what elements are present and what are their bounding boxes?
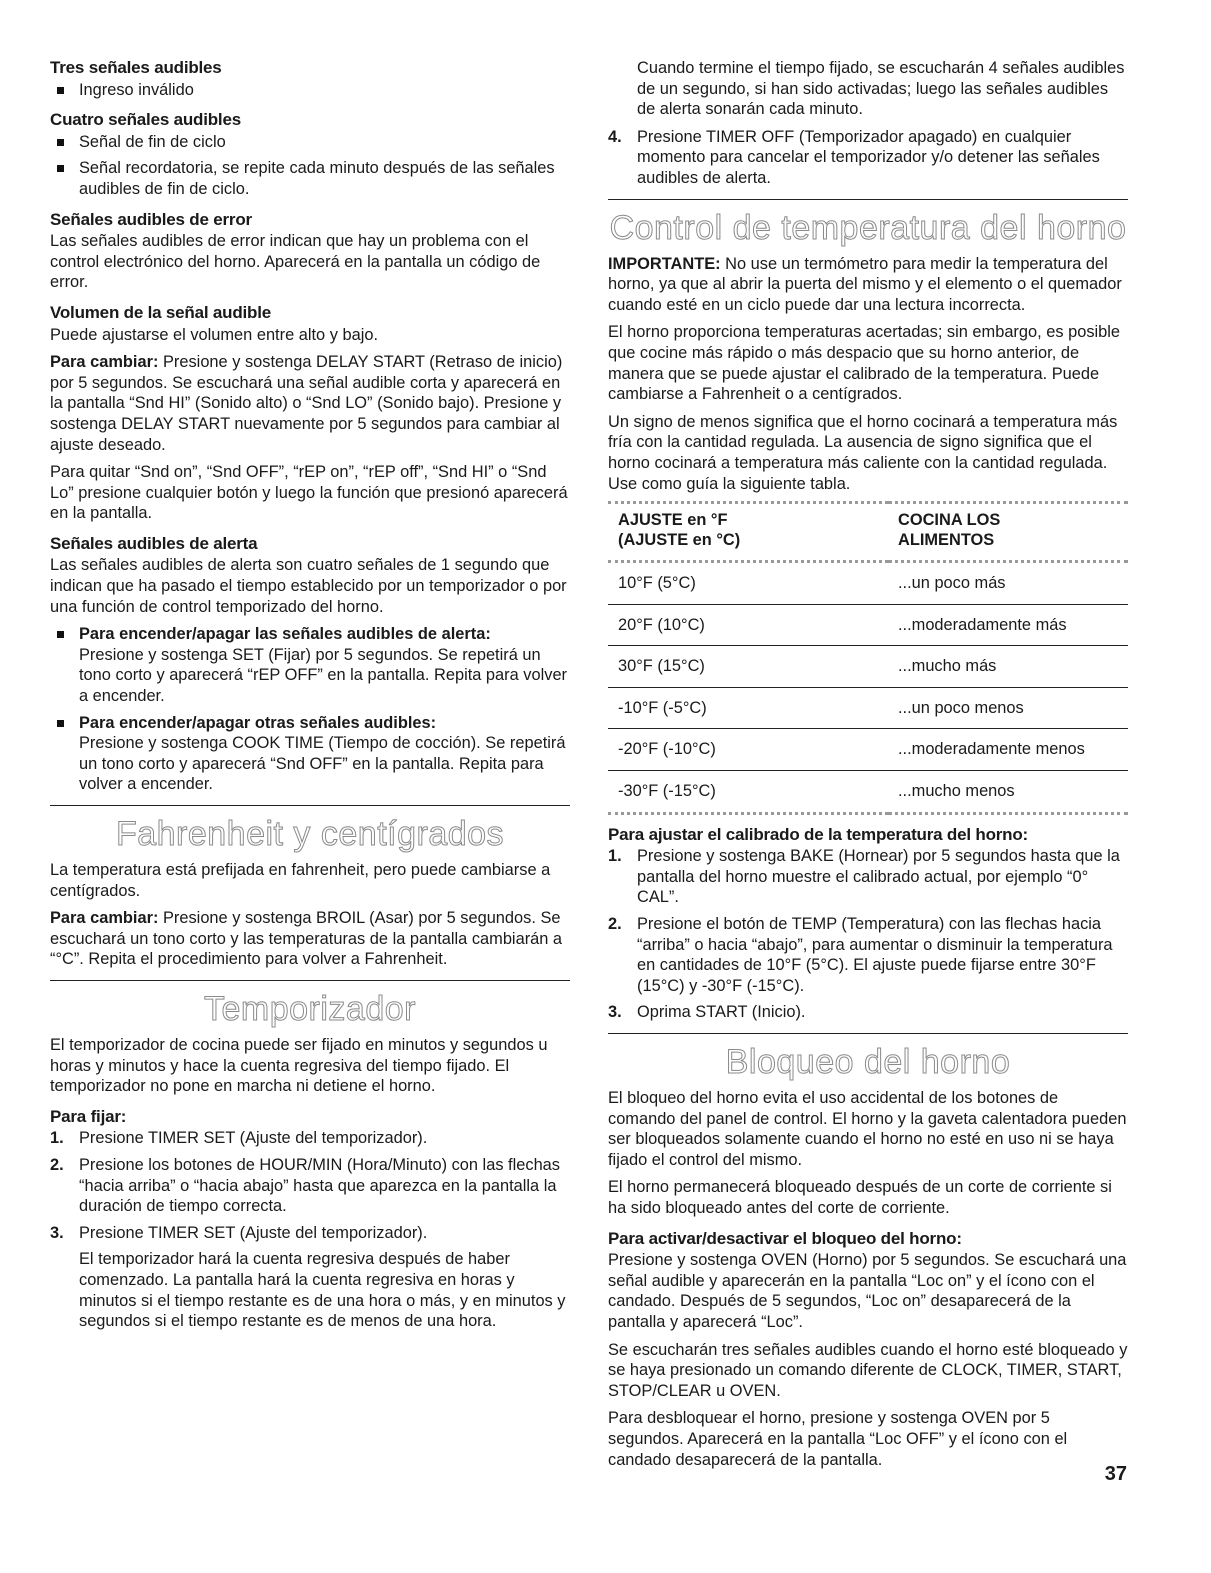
paragraph-bloqueo-4: Se escucharán tres señales audibles cuando el horno esté bloqueado y se haya presionado un comando diferente de CLOCK, TIMER, START, STOP/CLEAR u OVEN. [608, 1340, 1128, 1400]
list-item: 1. Presione y sostenga BAKE (Hornear) por 5 segundos hasta que la pantalla del horno muestre el calibrado actual, por ejemplo “0° CAL”. [608, 847, 1120, 907]
list-item: 1. Presione TIMER SET (Ajuste del temporizador). [50, 1129, 428, 1148]
list-item: 2. Presione el botón de TEMP (Temperatura) con las flechas hacia “arriba” o hacia “abajo”, para aumentar o disminuir la temperatura en cantidades de 10°F (5°C). El ajuste puede fijarse entre 30°F (15°C) y -30°F (-15°C). [608, 915, 1113, 995]
list-item: Ingreso inválido [50, 80, 570, 101]
list-item: 4. Presione TIMER OFF (Temporizador apagado) en cualquier momento para cancelar el temporizador y/o detener las señales audibles de alerta. [608, 127, 1100, 187]
calibration-table [608, 501, 1128, 815]
list-item: Señal recordatoria, se repite cada minuto después de las señales audibles de fin de ciclo. [50, 158, 570, 199]
heading-senales-error: Señales audibles de error [50, 209, 252, 229]
section-title-control: Control de temperatura del horno [609, 208, 1127, 247]
list-item: 2. Presione los botones de HOUR/MIN (Hora/Minuto) con las flechas “hacia arriba” o “hacia abajo” hasta que aparezca en la pantalla la duración de tiempo correcta. [50, 1155, 560, 1216]
paragraph-fahrenheit-1: La temperatura está prefijada en fahrenheit, pero puede cambiarse a centígrados. [50, 861, 551, 900]
table-header-cocina: COCINA LOS ALIMENTOS [898, 511, 1001, 550]
table-row: -20°F (-10°C) ...moderadamente menos [608, 729, 1128, 771]
section-divider [608, 1033, 1128, 1034]
list-item: 3. Presione TIMER SET (Ajuste del temporizador). [50, 1223, 428, 1242]
heading-tres-senales: Tres señales audibles [50, 58, 222, 77]
paragraph-alerta: Las señales audibles de alerta son cuatro señales de 1 segundo que indican que ha pasado el tiempo establecido por un temporizador o por una función de control temporizado del horno. [50, 556, 567, 616]
paragraph-volumen-1: Puede ajustarse el volumen entre alto y bajo. [50, 325, 379, 344]
paragraph-timer-continued: Cuando termine el tiempo fijado, se escucharán 4 señales audibles de un segundo, si han sido activadas; luego las señales audibles de alerta sonarán cada minuto. [637, 59, 1125, 119]
paragraph-bloqueo-1: El bloqueo del horno evita el uso accidental de los botones de comando del panel de control. El horno y la gaveta calentadora pueden ser bloqueados solamente cuando el horno no esté en uso ni se haya fijado el control del mismo. [608, 1089, 1127, 1169]
paragraph-temporizador: El temporizador de cocina puede ser fijado en minutos y segundos u horas y minutos y hace la cuenta regresiva del tiempo fijado. El temporizador no pone en marcha ni detiene el horno. [50, 1035, 548, 1096]
section-title-temporizador: Temporizador [204, 989, 416, 1028]
list-item: Para encender/apagar otras señales audibles: Presione y sostenga COOK TIME (Tiempo de cocción). Se repetirá un tono corto y aparecerá “Snd OFF” en la pantalla. Repita para volver a encender. [50, 713, 570, 795]
section-title-bloqueo: Bloqueo del horno [725, 1043, 1011, 1081]
paragraph-error: Las señales audibles de error indican que hay un problema con el control electrónico del horno. Aparecerá en la pantalla un código de error. [50, 232, 541, 292]
heading-senales-alerta: Señales audibles de alerta [50, 533, 258, 553]
paragraph-step3-extra: El temporizador hará la cuenta regresiva después de haber comenzado. La pantalla hará la cuenta regresiva en horas y minutos si el tiempo restante es de una hora o más, y en minutos y segundos si el tiempo restante es de menos de una hora. [79, 1250, 566, 1331]
table-row: -30°F (-15°C) ...mucho menos [608, 771, 1128, 814]
heading-para-fijar: Para fijar: [50, 1106, 127, 1126]
timer-step-4 [608, 127, 1128, 189]
heading-para-activar: Para activar/desactivar el bloqueo del horno: [608, 1228, 962, 1248]
paragraph-volumen-3: Para quitar “Snd on”, “Snd OFF”, “rEP on”, “rEP off”, “Snd HI” o “Snd Lo” presione cualquier botón y luego la función que presionó aparecerá en la pantalla. [50, 463, 568, 523]
table-header-ajuste: AJUSTE en °F (AJUSTE en °C) [618, 511, 741, 550]
paragraph-bloqueo-2: El horno permanecerá bloqueado después de un corte de corriente si ha sido bloqueado antes del corte de corriente. [608, 1178, 1112, 1217]
calibration-steps [608, 846, 1128, 1023]
list-item: Señal de fin de ciclo [50, 132, 570, 153]
timer-steps [50, 1128, 570, 1243]
table-header-row [608, 503, 1128, 562]
heading-volumen: Volumen de la señal audible [50, 302, 272, 322]
paragraph-bloqueo-5: Para desbloquear el horno, presione y sostenga OVEN por 5 segundos. Aparecerá en la pantalla “Loc OFF” y el ícono con el candado desaparecerá de la pantalla. [608, 1409, 1068, 1469]
left-column [50, 58, 570, 1339]
list-item: 3. Oprima START (Inicio). [608, 1003, 806, 1022]
table-row: 30°F (15°C) ...mucho más [608, 646, 1128, 688]
section-divider [50, 805, 570, 806]
list-item: Para encender/apagar las señales audibles de alerta: Presione y sostenga SET (Fijar) por 5 segundos. Se repetirá un tono corto y aparecerá “rEP OFF” en la pantalla. Repita para volver a encender. [50, 624, 570, 706]
paragraph-control-1: IMPORTANTE: No use un termómetro para medir la temperatura del horno, ya que al abrir la puerta del mismo y el elemento o el quemador cuando esté en un ciclo puede dar una lectura incorrecta. [608, 254, 1122, 314]
paragraph-control-2: El horno proporciona temperaturas acertadas; sin embargo, es posible que cocine más rápido o más despacio que su horno anterior, de manera que se puede ajustar el calibrado de la temperatura. Puede cambiarse a Fahrenheit o a centígrados. [608, 323, 1121, 404]
section-title-fahrenheit: Fahrenheit y centígrados [115, 815, 505, 853]
right-column [608, 58, 1128, 1477]
paragraph-fahrenheit-2: Para cambiar: Presione y sostenga BROIL (Asar) por 5 segundos. Se escuchará un tono corto y las temperaturas de la pantalla cambiarán a “°C”. Repita el procedimiento para volver a Fahrenheit. [50, 909, 563, 969]
section-divider [50, 980, 570, 981]
paragraph-bloqueo-3: Presione y sostenga OVEN (Horno) por 5 segundos. Se escuchará una señal audible y aparecerán en la pantalla “Loc on” y el ícono con el candado. Después de 5 segundos, “Loc on” desaparecerá de la pantalla y aparecerá “Loc”. [608, 1251, 1127, 1331]
page-number: 37 [1104, 1463, 1127, 1485]
heading-para-ajustar: Para ajustar el calibrado de la temperatura del horno: [608, 824, 1029, 844]
table-row: -10°F (-5°C) ...un poco menos [608, 687, 1128, 729]
table-row: 10°F (5°C) ...un poco más [608, 562, 1128, 605]
paragraph-control-3: Un signo de menos significa que el horno cocinará a temperatura más fría con la cantidad regulada. La ausencia de signo significa que el horno cocinará a temperatura más caliente con la cantidad regulada. Use como guía la siguiente tabla. [608, 412, 1118, 493]
heading-cuatro-senales: Cuatro señales audibles [50, 110, 241, 130]
table-row: 20°F (10°C) ...moderadamente más [608, 604, 1128, 646]
paragraph-volumen-2: Para cambiar: Presione y sostenga DELAY START (Retraso de inicio) por 5 segundos. Se escuchará una señal audible corta y aparecerá en la pantalla “Snd HI” (Sonido alto) o “Snd LO” (Sonido bajo). Presione y sostenga DELAY START nuevamente por 5 segundos para cambiar al ajuste deseado. [50, 353, 563, 454]
section-divider [608, 199, 1128, 200]
